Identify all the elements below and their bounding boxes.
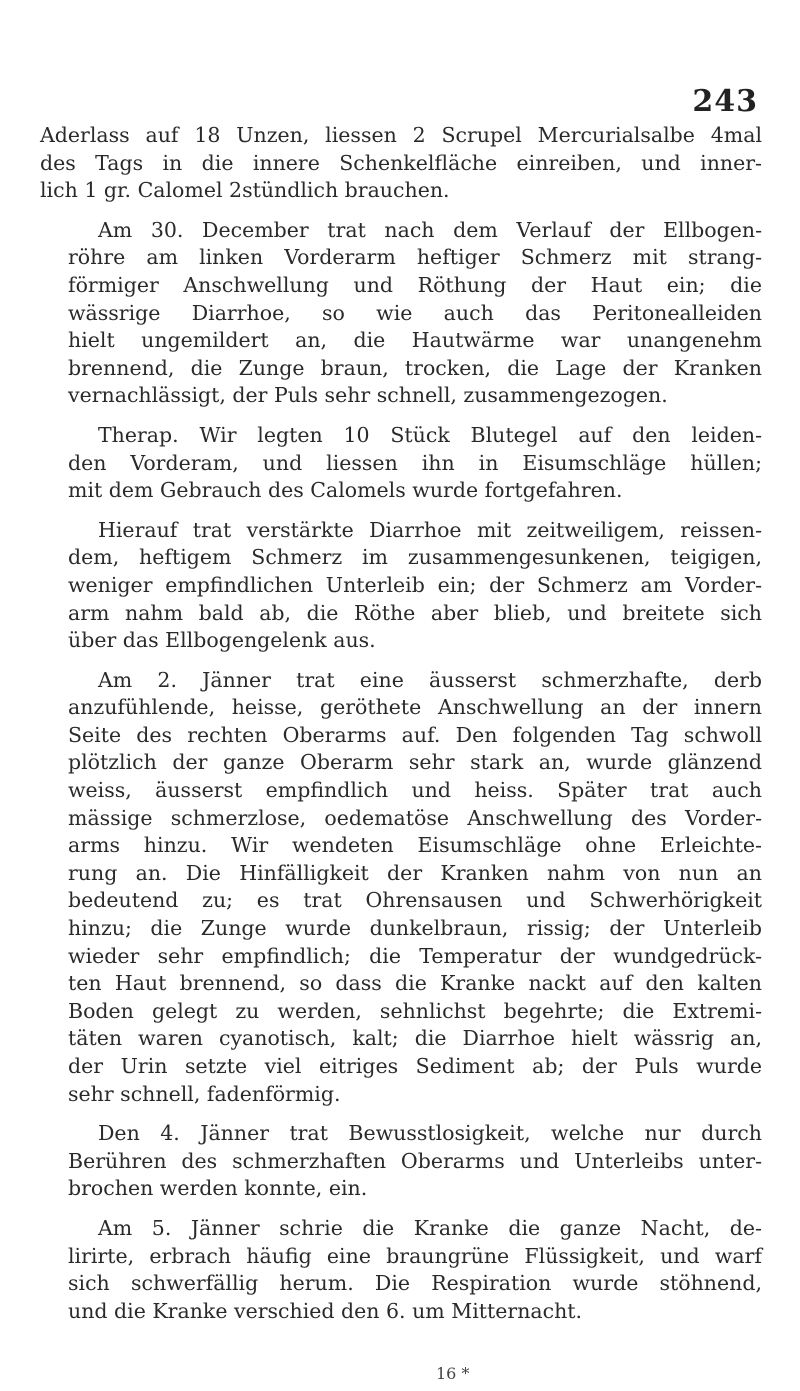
text-line: dem, heftigem Schmerz im zusammengesunkenen, teigigen, [68,545,762,570]
paragraph-7 [40,1215,762,1325]
text-line: täten waren cyanotisch, kalt; die Diarrhoe hielt wässrig an, [68,1026,762,1051]
text-line: bedeutend zu; es trat Ohrensausen und Schwerhörigkeit [68,888,762,913]
text-line: Am 2. Jänner trat eine äusserst schmerzhafte, derb [98,667,762,692]
paragraph-1 [40,122,762,205]
text-line: des Tags in die innere Schenkelfläche einreiben, und inner- [40,150,762,175]
text-line: Boden gelegt zu werden, sehnlichst begehrte; die Extremi- [68,998,762,1023]
text-line: wässrige Diarrhoe, so wie auch das Peritonealleiden [68,300,762,325]
paragraph-3 [40,422,762,505]
text-line: Berühren des schmerzhaften Oberarms und Unterleibs unter- [68,1148,762,1173]
paragraph-2 [40,217,762,410]
text-line: ten Haut brennend, so dass die Kranke nackt auf den kalten [68,971,762,996]
text-line: Hierauf trat verstärkte Diarrhoe mit zeitweiligem, reissen- [98,517,762,542]
text-line: Seite des rechten Oberarms auf. Den folgenden Tag schwoll [68,722,762,747]
text-line: förmiger Anschwellung und Röthung der Haut ein; die [68,272,762,297]
text-line: mässige schmerzlose, oedematöse Anschwellung des Vorder- [68,805,762,830]
text-line: Aderlass auf 18 Unzen, liessen 2 Scrupel Mercurialsalbe 4mal [40,123,762,147]
signature-mark: 16 * [436,1364,470,1383]
text-line: Am 30. December trat nach dem Verlauf der Ellbogen- [98,217,762,242]
text-line: Den 4. Jänner trat Bewusstlosigkeit, welche nur durch [98,1121,762,1146]
body-text [40,122,762,1337]
text-line: weiss, äusserst empfindlich und heiss. Später trat auch [68,778,762,803]
text-line: brennend, die Zunge braun, trocken, die Lage der Kranken [68,355,762,380]
text-line: hinzu; die Zunge wurde dunkelbraun, rissig; der Unterleib [68,916,762,941]
text-line: arms hinzu. Wir wendeten Eisumschläge ohne Erleichte- [68,833,762,858]
text-line: hielt ungemildert an, die Hautwärme war unangenehm [68,328,762,353]
text-line: arm nahm bald ab, die Röthe aber blieb, und breitete sich [68,600,762,625]
text-line: anzufühlende, heisse, geröthete Anschwellung an der innern [68,695,762,720]
text-line: weniger empfindlichen Unterleib ein; der Schmerz am Vorder- [68,572,762,597]
page-number: 243 [692,84,758,119]
text-line: Therap. Wir legten 10 Stück Blutegel auf den leiden- [98,422,762,447]
paragraph-4 [40,517,762,655]
text-line: lirirte, erbrach häufig eine braungrüne Flüssigkeit, und warf [68,1243,762,1268]
text-line: lich 1 gr. Calomel 2stündlich brauchen. [40,178,450,203]
text-line: Am 5. Jänner schrie die Kranke die ganze Nacht, de- [98,1215,762,1240]
text-line: über das Ellbogengelenk aus. [68,628,376,653]
paragraph-5 [40,667,762,1109]
text-line: vernachlässigt, der Puls sehr schnell, zusammengezogen. [68,383,668,408]
text-line: der Urin setzte viel eitriges Sediment ab; der Puls wurde [68,1054,762,1078]
text-line: plötzlich der ganze Oberarm sehr stark an, wurde glänzend [68,750,762,775]
text-line: wieder sehr empfindlich; die Temperatur der wundgedrück- [68,943,762,968]
paragraph-6 [40,1120,762,1203]
text-line: mit dem Gebrauch des Calomels wurde fortgefahren. [68,478,623,503]
text-line: brochen werden konnte, ein. [68,1176,368,1201]
text-line: den Vorderam, und liessen ihn in Eisumschläge hüllen; [68,450,762,475]
text-line: sehr schnell, fadenförmig. [68,1081,341,1106]
text-line: sich schwerfällig herum. Die Respiration wurde stöhnend, [68,1271,762,1296]
text-line: rung an. Die Hinfälligkeit der Kranken nahm von nun an [68,860,762,885]
text-line: röhre am linken Vorderarm heftiger Schmerz mit strang- [68,245,762,270]
text-line: und die Kranke verschied den 6. um Mitternacht. [68,1298,583,1323]
